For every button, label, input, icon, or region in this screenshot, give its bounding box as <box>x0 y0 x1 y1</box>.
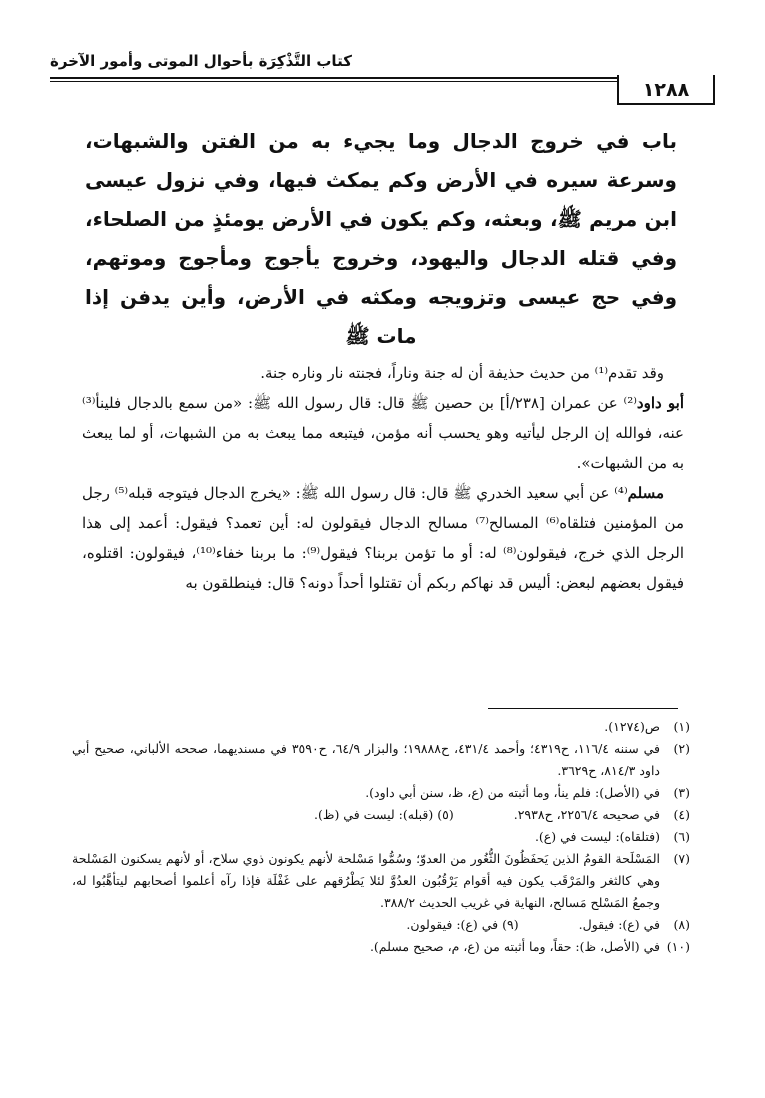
footnote <box>72 738 690 782</box>
footnote-number: (٥) <box>437 807 454 822</box>
source-abu-dawud: أبو داود <box>636 394 684 412</box>
paragraph-2 <box>82 388 684 478</box>
footnote-pair <box>72 804 660 826</box>
footnote-text: ص(١٢٧٤). <box>604 719 660 734</box>
footnote-number: (٤) <box>673 807 690 822</box>
chapter-heading: باب في خروج الدجال وما يجيء به من الفتن والشبهات، وسرعة سيره في الأرض وكم يمكث فيها، وفي نزول عيسى ابن مريم ﷺ، وبعثه، وكم يكون في الأرض يومئذٍ من الصلحاء، وفي قتله الدجال واليهود، وخروج يأجوج ومأجوج وموتهم، وفي حج عيسى وتزويجه ومكثه في الأرض، وأين يدفن إذا مات ﷺ <box>85 129 677 348</box>
footnote <box>72 936 690 958</box>
footnote-number: (٢) <box>673 741 690 756</box>
page-header <box>50 50 715 110</box>
body-text <box>82 358 684 598</box>
footnote-text: (قبله): ليست في (ظ). <box>314 807 434 822</box>
footnote-text: (فتلقاه): ليست في (ع). <box>534 829 660 844</box>
footnote-text: في (الأصل): فلم ينأ، وما أثبته من (ع، ظ، سنن أبي داود). <box>365 785 660 800</box>
footnote-text: المَسْلَحة القومُ الذين يَحفَظُونَ الثُّغُور من العدوّ؛ وسُمُّوا مَسْلحة لأنهم يكونون ذوي سلاح، أو لأنهم يسكنون المَسْلحة وهي كالثغر والمَرْقَب يكون فيه أقوام يَرْقُبُون العدُوَّ لئلا يَطْرُقهم على غَفْلَة فإذا رآه أعلموا أصحابهم ليتأهَّبُوا له، وجمعُ المَسْلح مَسالح، النهاية في غريب الحديث ٣٨٨/٢. <box>72 851 660 910</box>
footnote-number: (٧) <box>673 851 690 866</box>
footnote-number: (٣) <box>673 785 690 800</box>
footnote-number: (١٠) <box>666 939 690 954</box>
paragraph-3-text: ⁽⁴⁾ عن أبي سعيد الخدري ﷺ قال: قال رسول الله ﷺ: «يخرج الدجال فيتوجه قبله⁽⁵⁾ رجل من المؤمنين فتلقاه⁽⁶⁾ المسالح⁽⁷⁾ مسالح الدجال فيقولون له: أين تعمد؟ فيقول: أعمد إلى هذا الرجل الذي خرج، فيقولون⁽⁸⁾ له: أو ما تؤمن بربنا؟ فيقول⁽⁹⁾: ما بربنا خفاء⁽¹⁰⁾، فيقولون: اقتلوه، فيقول بعضهم لبعض: أليس قد نهاكم ربكم أن تقتلوا أحداً دونه؟ قال: فينطلقون به <box>82 484 684 592</box>
paragraph-3 <box>82 478 684 598</box>
footnote-number: (٩) <box>502 917 519 932</box>
footnote-number: (٦) <box>673 829 690 844</box>
footnote-text: في صحيحه ٢٢٥٦/٤، ح٢٩٣٨. <box>513 807 660 822</box>
paragraph-2-text: ⁽²⁾ عن عمران [٢٣٨/أ] بن حصين ﷺ قال: قال رسول الله ﷺ: «من سمع بالدجال فلينأ⁽³⁾ عنه، فوالله إن الرجل ليأتيه وهو يحسب أنه مؤمن، فيتبعه مما يبعث به من الشبهات، أو لما يبعث به من الشبهات». <box>82 394 684 472</box>
footnote-number: (١) <box>673 719 690 734</box>
footnote-text: في (ع): فيقول. <box>578 917 660 932</box>
source-muslim: مسلم <box>627 484 664 502</box>
footnote-text: في (الأصل، ظ): حقاً، وما أثبته من (ع، م، صحيح مسلم). <box>369 939 660 954</box>
header-rule <box>50 77 715 79</box>
page-number: ١٢٨٨ <box>617 75 715 105</box>
footnote-separator <box>488 708 678 709</box>
footnote <box>72 716 690 738</box>
footnote <box>72 782 690 804</box>
footnote <box>72 914 690 936</box>
running-title: كتاب التَّذْكِرَة بأحوال الموتى وأمور الآخرة <box>50 52 352 70</box>
footnote-pair <box>72 914 660 936</box>
footnote-text: في سننه ١١٦/٤، ح٤٣١٩؛ وأحمد ٤٣١/٤، ح١٩٨٨٨؛ والبزار ٦٤/٩، ح٣٥٩٠ في مسنديهما، صححه الألباني، صحيح أبي داود ٨١٤/٣، ح٣٦٢٩. <box>72 741 661 778</box>
footnote <box>72 804 690 826</box>
footnote <box>72 848 690 914</box>
footnotes <box>72 716 690 958</box>
header-rule-thin <box>50 81 715 82</box>
footnote-number: (٨) <box>673 917 690 932</box>
footnote <box>72 826 690 848</box>
paragraph-1: وقد تقدم⁽¹⁾ من حديث حذيفة أن له جنة وناراً، فجنته نار وناره جنة. <box>260 364 664 382</box>
footnote-text: في (ع): فيقولون. <box>406 917 499 932</box>
